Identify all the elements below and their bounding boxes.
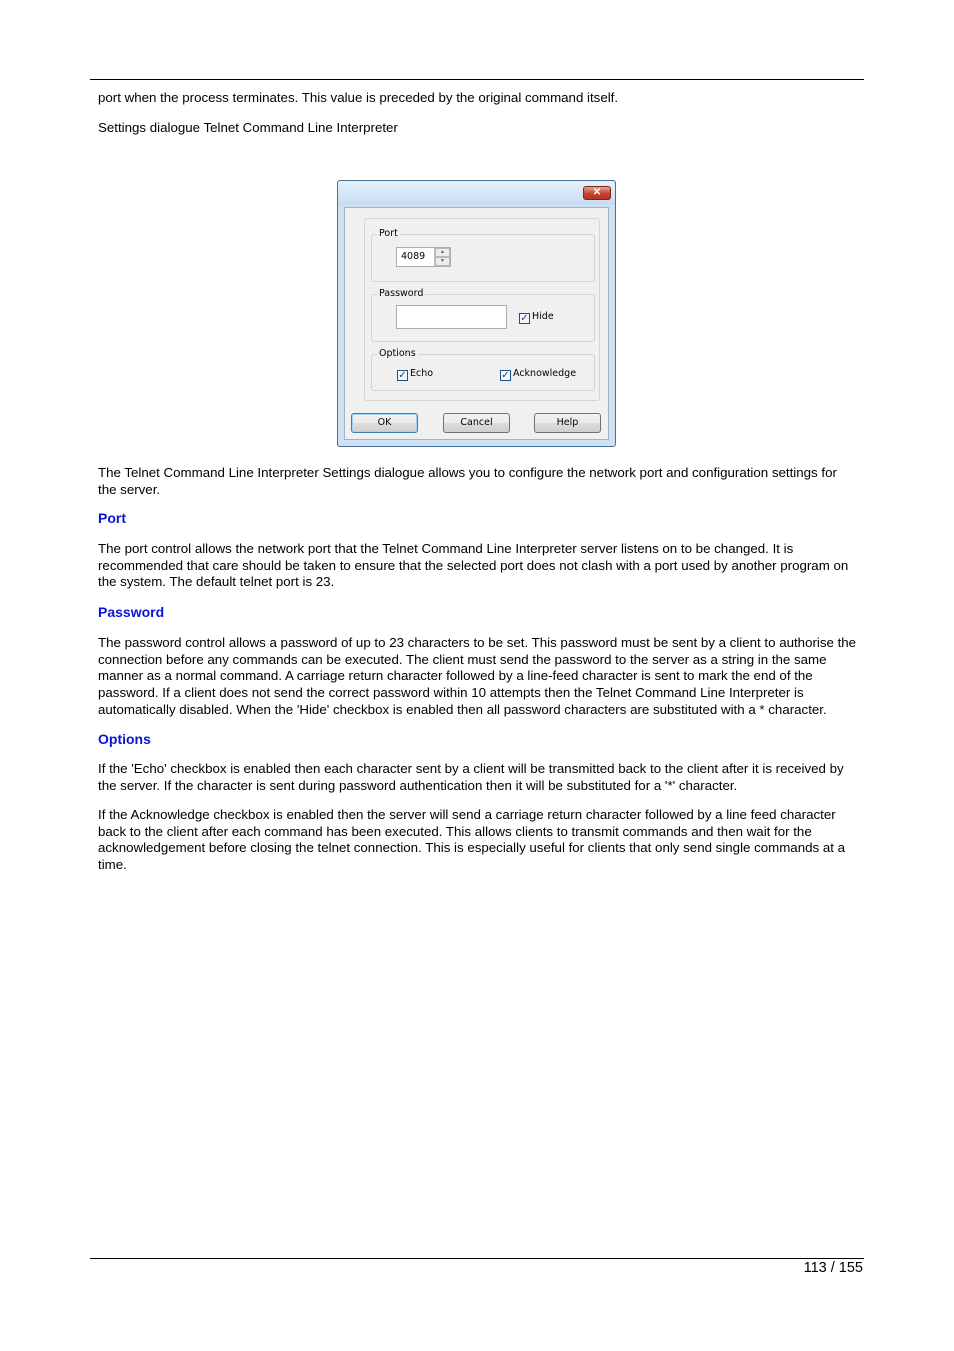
checkbox-checked-icon: ✓ [520, 313, 529, 324]
password-input[interactable] [396, 305, 507, 329]
echo-checkbox[interactable] [397, 368, 433, 381]
close-icon[interactable]: ✕ [583, 186, 611, 200]
options-acknowledge-description: If the Acknowledge checkbox is enabled then the server will send a carriage return character followed by a line feed character back to the client after each command has been executed. This allows clients to transmit commands and then wait for the acknowledgement before closing the telnet connection. This is especially useful for clients that only send single commands at a time. [98, 807, 846, 873]
port-stepper[interactable] [396, 247, 451, 267]
heading-port: Port [98, 510, 126, 526]
password-group [371, 288, 595, 342]
ok-button[interactable]: OK [351, 413, 418, 433]
hide-checkbox-label: Hide [532, 311, 554, 322]
echo-checkbox-label: Echo [410, 368, 434, 379]
stepper-up-icon[interactable]: ▲ [435, 248, 450, 257]
heading-password: Password [98, 604, 165, 620]
stepper-down-icon[interactable]: ▼ [435, 257, 450, 266]
dialog-client-area [344, 207, 609, 440]
settings-panel [364, 218, 600, 401]
port-group [371, 228, 595, 282]
port-value[interactable]: 4089 [401, 251, 426, 262]
dialog-titlebar [338, 181, 615, 205]
port-description: The port control allows the network port that the Telnet Command Line Interpreter server listens on to be changed. It is recommended that care should be taken to ensure that the selected port does not clash with a port used by another program on the system. The default telnet port is 23. [98, 541, 849, 590]
password-group-legend: Password [379, 288, 424, 299]
intro-text: port when the process terminates. This value is preceded by the original command itself. [98, 90, 619, 105]
port-group-legend: Port [379, 228, 398, 239]
footer-rule [90, 1258, 864, 1259]
help-button[interactable]: Help [534, 413, 601, 433]
options-group-legend: Options [379, 348, 416, 359]
port-stepper-arrows [434, 248, 450, 266]
options-group [371, 348, 595, 391]
hide-checkbox[interactable] [519, 311, 554, 324]
dialog-description: The Telnet Command Line Interpreter Settings dialogue allows you to configure the network port and configuration settings for the server. [98, 465, 837, 497]
acknowledge-checkbox-label: Acknowledge [513, 368, 577, 379]
settings-dialog [337, 180, 616, 447]
figure-caption: Settings dialogue Telnet Command Line Interpreter [98, 120, 398, 135]
password-description: The password control allows a password of up to 23 characters to be set. This password must be sent by a client to authorise the connection before any commands can be executed. The client must send the password to the server as a string in the same manner as a normal command. A carriage return character followed by a line-feed character is sent to mark the end of the password. If a client does not send the correct password within 10 attempts then the Telnet Command Line Interpreter is automatically disabled. When the 'Hide' checkbox is enabled then all password characters are substituted with a * character. [98, 635, 857, 717]
checkbox-checked-icon: ✓ [398, 370, 407, 381]
acknowledge-checkbox[interactable] [500, 368, 576, 381]
cancel-button[interactable]: Cancel [443, 413, 510, 433]
header-rule [90, 79, 864, 80]
checkbox-checked-icon: ✓ [501, 370, 510, 381]
page-number: 113 / 155 [803, 1260, 863, 1276]
heading-options: Options [98, 731, 151, 747]
options-echo-description: If the 'Echo' checkbox is enabled then each character sent by a client will be transmitted back to the client after it is received by the server. If the character is sent during password authentication then it will be substituted for a '*' character. [98, 761, 844, 793]
